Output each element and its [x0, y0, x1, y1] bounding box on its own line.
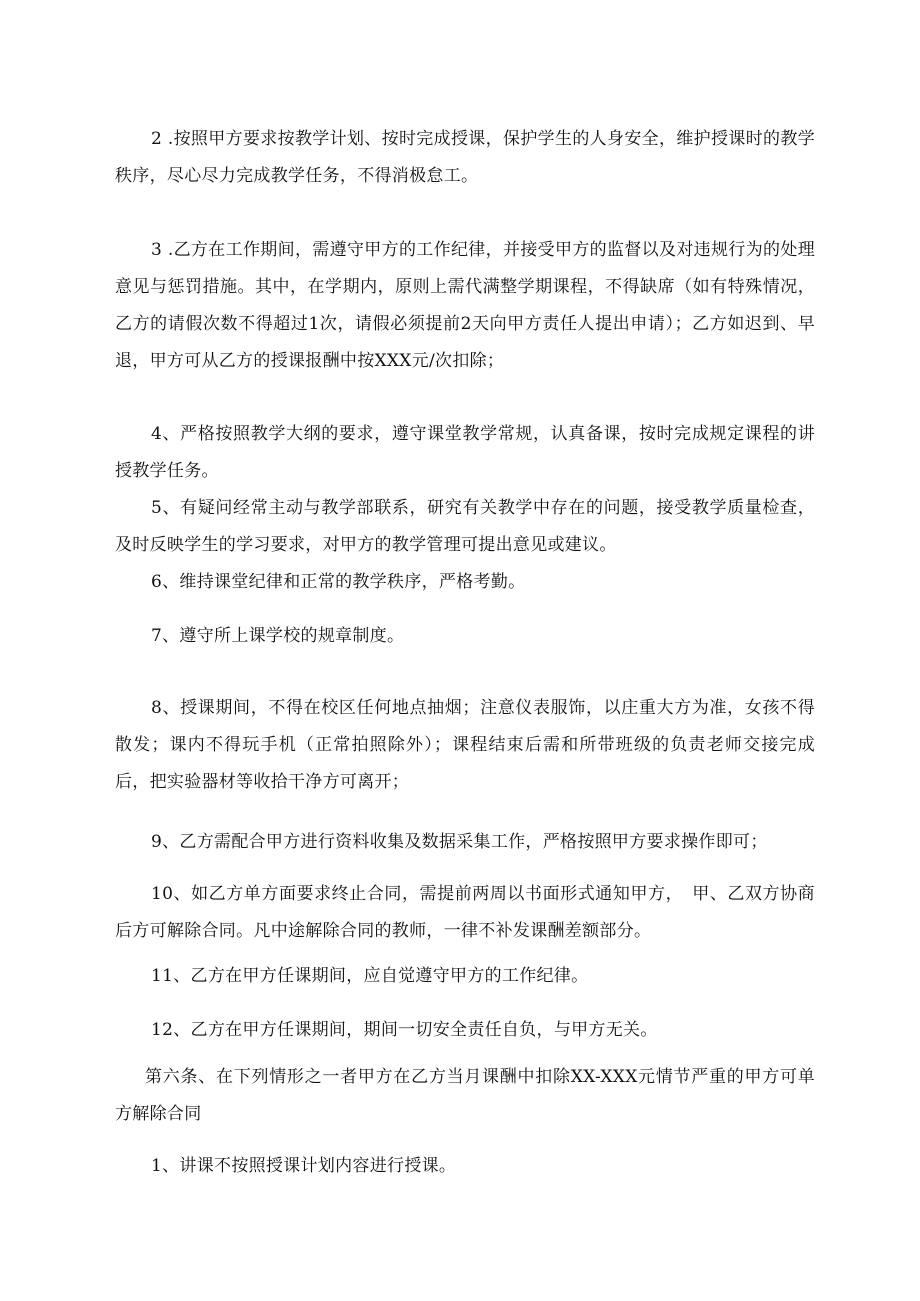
clause-item-12: 12、乙方在甲方任课期间，期间一切安全责任自负，与甲方无关。: [151, 1020, 658, 1040]
clause-item-10: 10、如乙方单方面要求终止合同，需提前两周以书面形式通知甲方， 甲、乙双方协商后方可解除合同。凡中途解除合同的教师，一律不补发课酬差额部分。: [115, 884, 815, 941]
clause-item-2: 2 .按照甲方要求按教学计划、按时完成授课，保护学生的人身安全，维护授课时的教学秩序，尽心尽力完成教学任务，不得消极怠工。: [115, 129, 815, 186]
clause-item-8: 8、授课期间，不得在校区任何地点抽烟；注意仪表服饰，以庄重大方为准，女孩不得散发；课内不得玩手机（正常拍照除外）；课程结束后需和所带班级的负责老师交接完成后，把实验器材等收拾干净方可离开；: [115, 698, 815, 792]
clause-item-7: 7、遵守所上课学校的规章制度。: [151, 626, 405, 646]
clause-item-4: 4、严格按照教学大纲的要求，遵守课堂教学常规，认真备课，按时完成规定课程的讲授教学任务。: [115, 424, 815, 481]
clause-item-3: 3 .乙方在工作期间，需遵守甲方的工作纪律，并接受甲方的监督以及对违规行为的处理意见与惩罚措施。其中，在学期内，原则上需代满整学期课程，不得缺席（如有特殊情况，乙方的请假次数不得超过1次，请假必须提前2天向甲方责任人提出申请）；乙方如迟到、早退，甲方可从乙方的授课报酬中按XXX元/次扣除；: [115, 240, 815, 371]
clause-item-9: 9、乙方需配合甲方进行资料收集及数据采集工作，严格按照甲方要求操作即可；: [151, 832, 768, 852]
article-six-item-1: 1、讲课不按照授课计划内容进行授课。: [151, 1156, 457, 1176]
clause-item-6: 6、维持课堂纪律和正常的教学秩序，严格考勤。: [151, 572, 526, 592]
article-six-heading: 第六条、在下列情形之一者甲方在乙方当月课酬中扣除XX-XXX元情节严重的甲方可单方解除合同: [115, 1067, 815, 1124]
clause-item-5: 5、有疑问经常主动与教学部联系，研究有关教学中存在的问题，接受教学质量检查，及时反映学生的学习要求，对甲方的教学管理可提出意见或建议。: [115, 498, 815, 555]
clause-item-11: 11、乙方在甲方任课期间，应自觉遵守甲方的工作纪律。: [151, 966, 589, 986]
